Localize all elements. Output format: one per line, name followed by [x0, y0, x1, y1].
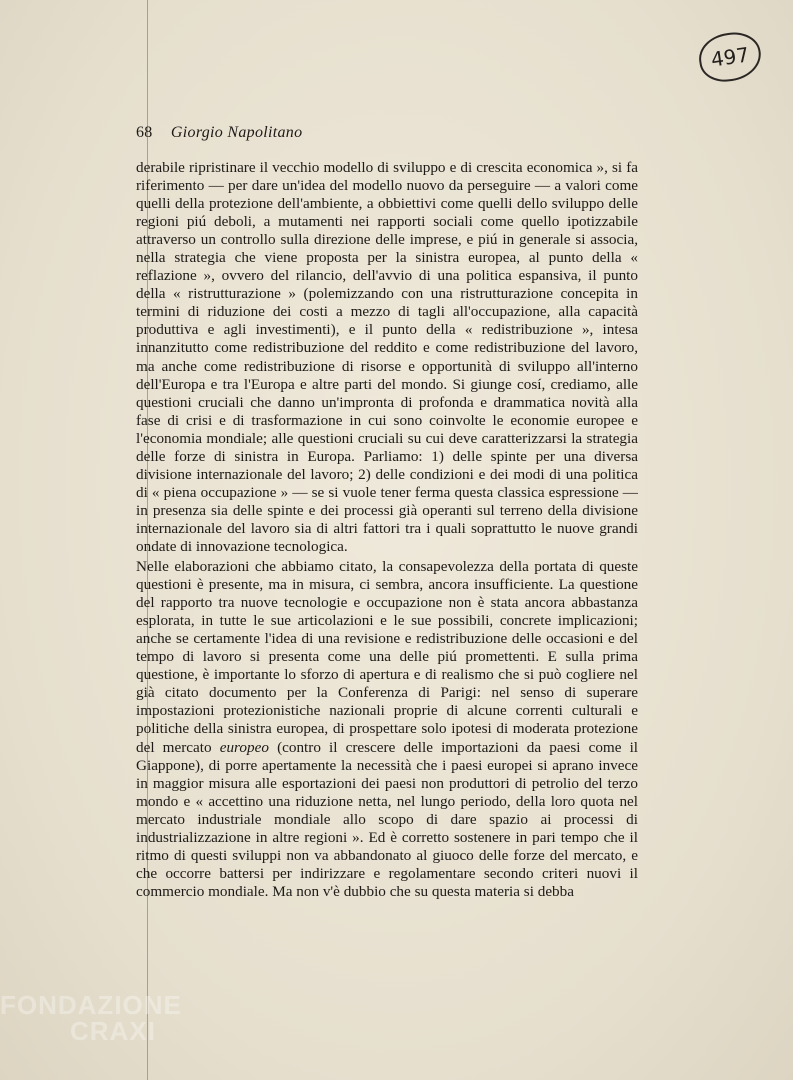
emphasized-word: europeo — [219, 738, 269, 756]
watermark-line: FONDAZIONE — [0, 990, 182, 1020]
running-header-author: Giorgio Napolitano — [170, 124, 303, 141]
watermark-line: CRAXI — [70, 1016, 156, 1046]
running-header — [136, 124, 302, 142]
paragraph: derabile ripristinare il vecchio modello di sviluppo e di crescita economica », si fa riferimento — per dare un'idea del modello nuovo da perseguire — a valori come quelli della protezione dell'ambiente, a obbiettivi come quelli dello sviluppo delle regioni piú deboli, a mutamenti nei rapporti sociali come quello ipotizzabile attraverso un controllo sulla direzione delle imprese, e piú in generale si associa, nella strategia che viene proposta per la sinistra europea, al punto della « reflazione », ovvero del rilancio, dell'avvio di una politica espansiva, il punto della « ristrutturazione » (polemizzando con una ristrutturazione concepita in termini di riduzione dei costi a mezzo di tagli all'occupazione, alla capacità produttiva e agli investimenti), e il punto della « redistribuzione », intesa innanzitutto come redistribuzione del reddito e come redistribuzione del lavoro, ma anche come redistribuzione di risorse e opportunità di sviluppo all'interno dell'Europa e tra l'Europa e altre parti del mondo. Si giunge cosí, crediamo, alle questioni cruciali che danno un'impronta di profonda e drammatica novità alla fase di crisi e di trasformazione in cui sono coinvolte le economie europee e l'economia mondiale; alle questioni cruciali su cui deve caratterizzarsi la strategia delle forze di sinistra in Europa. Parliamo: 1) delle spinte per una diversa divisione internazionale del lavoro; 2) delle condizioni e dei modi di una politica di « piena occupazione » — se si vuole tener ferma questa classica espressione — in presenza sia delle spinte e dei processi già operanti sul terreno della divisione internazionale del lavoro sia di altri fattori tra i quali soprattutto le nuove grandi ondate di innovazione tecnologica. — [136, 159, 638, 555]
paragraph-text: Nelle elaborazioni che abbiamo citato, la consapevolezza della portata di queste questioni è presente, ma in misura, ci sembra, ancora insufficiente. La questione del rapporto tra nuove tecnologie e occupazione non è stata ancora abbastanza esplorata, in tutte le sue articolazioni e le sue possibili, concrete implicazioni; anche se certamente l'idea di una revisione e redistribuzione delle occasioni e del tempo di lavoro si presenta come una delle piú promettenti. E sulla prima questione, è importante lo sforzo di apertura e di realismo che si può cogliere nel già citato documento per la Conferenza di Parigi: nel senso di superare impostazioni protezionistiche nazionali proprie di alcune correnti culturali e politiche della sinistra europea, di prospettare solo ipotesi di moderata protezione del mercato — [136, 558, 638, 756]
paragraph — [136, 558, 638, 901]
paragraph-text: (contro il crescere delle importazioni da paesi come il Giappone), di porre apertamente la necessità che i paesi europei si aprano invece in maggior misura alle esportazioni dei paesi non produttori di petrolio del terzo mondo e « accettino una riduzione netta, nel lungo periodo, della loro quota nel mercato industriale mondiale allo scopo di dare spazio ai processi di industrializzazione in altre regioni ». Ed è corretto sostenere in pari tempo che il ritmo di questi sviluppi non va abbandonato al giuoco delle forze del mercato, e che occorre battersi per indirizzare e regolamentare secondo criteri nuovi il commercio mondiale. Ma non v'è dubbio che su questa materia si debba — [136, 738, 639, 900]
archive-watermark — [0, 992, 182, 1044]
page-number: 68 — [136, 124, 153, 141]
handwritten-page-note: 497 — [696, 29, 764, 85]
body-text — [136, 159, 638, 901]
